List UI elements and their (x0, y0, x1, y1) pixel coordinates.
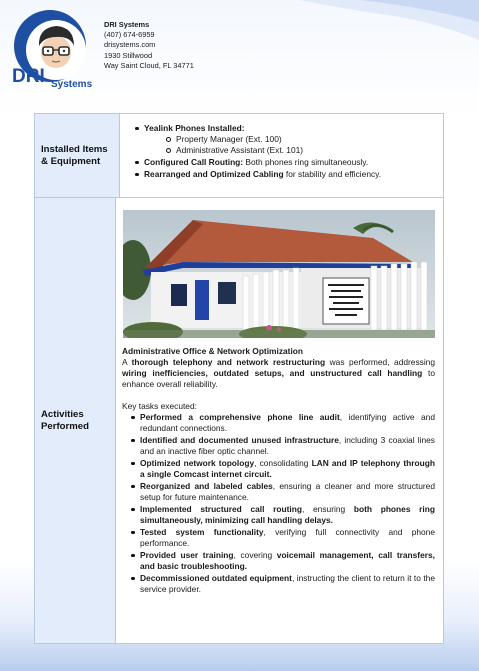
cabling-text: for stability and efficiency. (283, 169, 382, 179)
activities-label: Activities Performed (35, 198, 116, 643)
intro-text: was performed, addressing (325, 357, 436, 367)
company-info (104, 20, 194, 71)
installed-items-row (35, 114, 443, 197)
call-routing-text: Both phones ring simultaneously. (243, 157, 369, 167)
sub-list-item: Administrative Assistant (Ext. 101) (166, 145, 435, 156)
list-item (130, 550, 435, 572)
sub-list-item: Property Manager (Ext. 100) (166, 134, 435, 145)
logo-text-main: DRI (12, 66, 45, 87)
tasks-heading: Key tasks executed: (122, 401, 197, 411)
task-text: , instructing the client to return it to the service provider. (140, 573, 436, 594)
company-website: drisystems.com (104, 40, 156, 50)
list-item (134, 157, 435, 168)
task-text: , ensuring (302, 504, 354, 514)
task-strong: Reorganized and labeled cables (140, 481, 273, 491)
document-header (0, 0, 479, 104)
task-strong: voicemail management, call transfers, and basic troubleshooting. (140, 550, 435, 571)
task-strong: both phones ring simultaneously, minimizing call handling delays. (140, 504, 435, 525)
company-name: DRI Systems (104, 20, 150, 29)
task-text: , covering (233, 550, 277, 560)
intro-paragraph (122, 357, 435, 390)
tasks-list (122, 412, 435, 595)
list-item (130, 458, 435, 480)
intro-text: to enhance overall reliability. (122, 368, 436, 389)
list-item (130, 481, 435, 503)
company-phone: (407) 674-6959 (104, 30, 155, 40)
company-address-line1: 1930 Stillwood (104, 50, 153, 60)
intro-text: A (122, 357, 132, 367)
activities-content (116, 198, 443, 643)
company-logo (8, 6, 98, 92)
list-item (130, 504, 435, 526)
task-strong: Identified and documented unused infrastructure (140, 435, 339, 445)
yealink-heading: Yealink Phones Installed: (144, 123, 245, 133)
task-text: , identifying active and redundant connections. (140, 412, 435, 433)
task-text: , consolidating (254, 458, 312, 468)
company-address-line2: Way Saint Cloud, FL 34771 (104, 60, 194, 70)
task-strong: Performed a comprehensive phone line audit (140, 412, 340, 422)
task-strong: LAN and IP telephony through a single Comcast internet circuit. (140, 458, 435, 479)
section-title: Administrative Office & Network Optimization (122, 346, 304, 356)
list-item (130, 527, 435, 549)
list-item (134, 169, 435, 180)
list-item (130, 573, 435, 595)
activities-row (35, 197, 443, 643)
cabling-heading: Rearranged and Optimized Cabling (144, 169, 284, 179)
task-strong: Decommissioned outdated equipment (140, 573, 292, 583)
task-strong: Provided user training (140, 550, 234, 560)
service-report-table (34, 113, 444, 644)
list-item (130, 412, 435, 434)
task-strong: Optimized network topology (140, 458, 255, 468)
list-item (134, 123, 435, 156)
intro-strong: wiring inefficiencies, outdated setups, and unstructured call handling (122, 368, 423, 378)
task-text: , verifying full connectivity and phone performance. (140, 527, 435, 548)
office-building-photo (123, 210, 435, 338)
task-strong: Tested system functionality (140, 527, 264, 537)
logo-text-sub: Systems (51, 79, 93, 90)
intro-strong: thorough telephony and network restructuring (131, 357, 326, 367)
task-text: , including 3 coaxial lines and an inactive fiber optic channel. (140, 435, 435, 456)
task-text: , ensuring a cleaner and more structured setup for future maintenance. (140, 481, 435, 502)
call-routing-heading: Configured Call Routing: (144, 157, 244, 167)
installed-items-content (120, 114, 443, 197)
task-strong: Implemented structured call routing (140, 504, 302, 514)
list-item (130, 435, 435, 457)
installed-items-label: Installed Items & Equipment (35, 114, 120, 197)
